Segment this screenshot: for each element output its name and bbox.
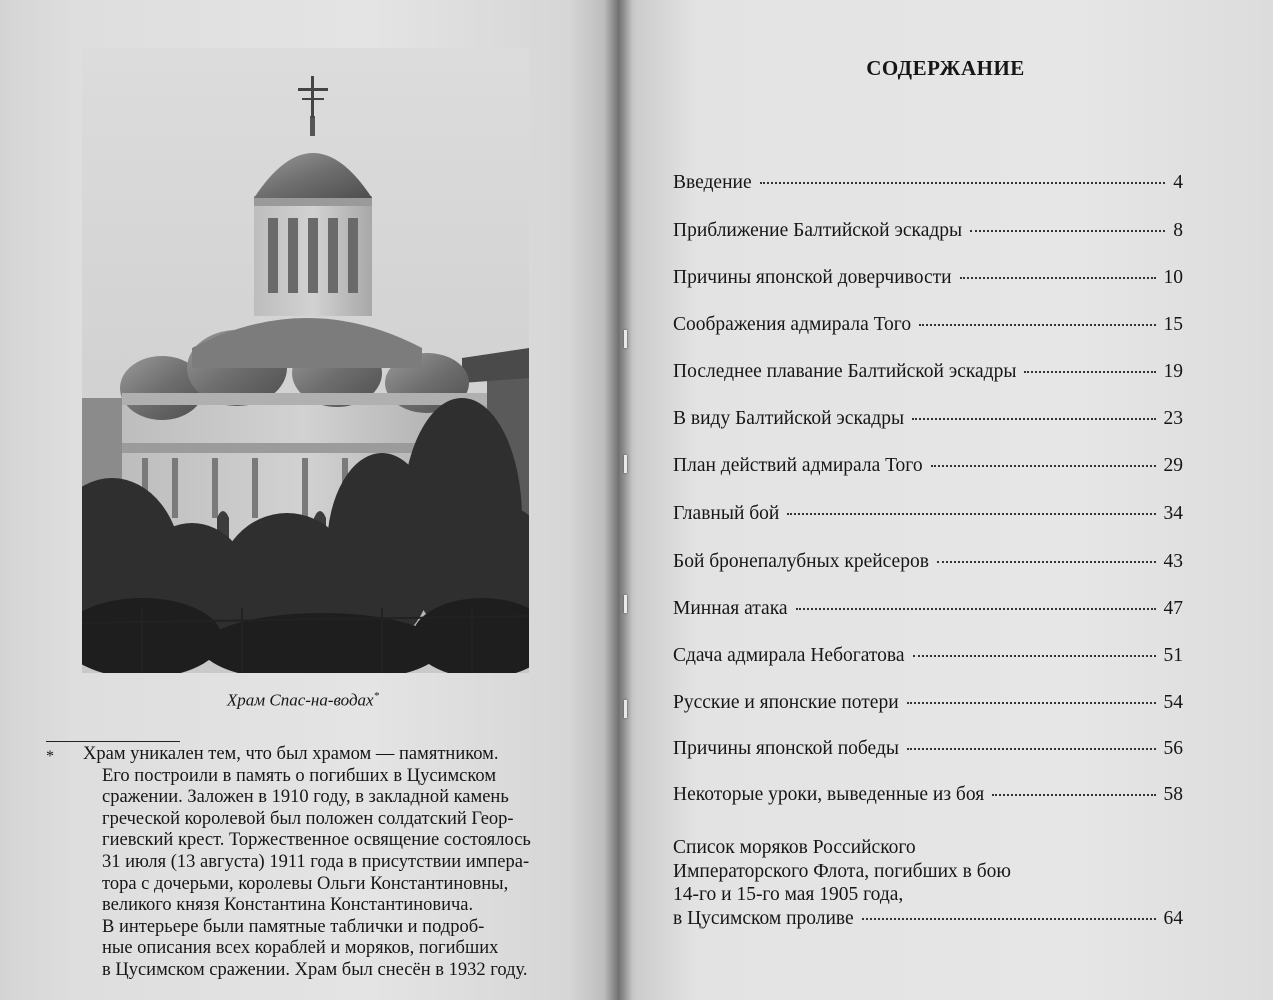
toc-leader	[960, 277, 1156, 279]
toc-entry-title: Причины японской доверчивости	[673, 267, 952, 288]
toc-leader	[931, 465, 1156, 467]
footnote-line: ные описания всех кораблей и моряков, погибших	[102, 938, 499, 959]
toc-entry	[673, 503, 1183, 533]
toc-entry-page: 58	[1163, 784, 1183, 805]
toc-entry-page: 8	[1173, 220, 1183, 241]
toc-entry-title: Бой бронепалубных крейсеров	[673, 551, 929, 572]
left-page	[0, 0, 618, 1000]
toc-leader	[787, 513, 1155, 515]
toc-entry	[673, 598, 1183, 628]
toc-entry-title-line: Список моряков Российского	[673, 837, 916, 858]
toc-entry	[673, 267, 1183, 297]
toc-entry-title: Причины японской победы	[673, 738, 899, 759]
toc-entry	[673, 172, 1183, 202]
caption-text: Храм Спас-на-водах	[226, 690, 374, 710]
toc-entry	[673, 645, 1183, 675]
toc-leader	[912, 418, 1155, 420]
toc-entry-page: 64	[1163, 907, 1183, 929]
footnote-marker: *	[46, 748, 54, 765]
toc-entry-page: 56	[1163, 738, 1183, 759]
footnote-line: 31 июля (13 августа) 1911 года в присутствии импера-	[102, 851, 530, 872]
toc-leader	[760, 182, 1166, 184]
toc-leader	[919, 324, 1155, 326]
binding-stitch	[624, 330, 627, 348]
toc-leader	[992, 794, 1155, 796]
toc-entry-title: Главный бой	[673, 503, 780, 524]
toc-entry	[673, 408, 1183, 438]
church-photo	[82, 48, 529, 673]
toc-leader	[970, 230, 1165, 232]
toc-entry	[673, 784, 1183, 814]
footnote-divider	[46, 741, 180, 742]
toc-entry-page: 29	[1163, 455, 1183, 476]
toc-leader	[796, 608, 1156, 610]
footnote-line: Его построили в память о погибших в Цусимском	[102, 765, 497, 786]
toc-entry-title-line: Императорского Флота, погибших в бою	[673, 860, 1011, 882]
book-gutter	[604, 0, 632, 1000]
toc-entry-page: 4	[1173, 172, 1183, 193]
toc-entry-title-line: в Цусимском проливе	[673, 907, 854, 929]
toc-entry-page: 43	[1163, 551, 1183, 572]
toc-entry-page: 47	[1163, 598, 1183, 619]
photo-caption	[0, 690, 606, 711]
toc-entry	[673, 220, 1183, 250]
toc-entry-title: Приближение Балтийской эскадры	[673, 220, 963, 241]
footnote-line: великого князя Константина Константиновича.	[102, 895, 474, 916]
toc-entry-title: Последнее плавание Балтийской эскадры	[673, 361, 1017, 382]
toc-entry	[673, 551, 1183, 581]
toc-leader	[862, 918, 1156, 920]
footnote-line: Храм уникален тем, что был храмом — памятником.	[83, 744, 499, 764]
toc-entry-page: 19	[1163, 361, 1183, 382]
binding-stitch	[624, 595, 627, 613]
footnote-line: в Цусимском сражении. Храм был снесён в 1932 году.	[102, 959, 528, 980]
toc-entry-title: Соображения адмирала Того	[673, 314, 912, 335]
toc-entry-page: 10	[1163, 267, 1183, 288]
toc-entry-page: 15	[1163, 314, 1183, 335]
toc-leader	[907, 702, 1156, 704]
toc-entry-title: Минная атака	[673, 598, 788, 619]
toc-leader	[1024, 371, 1155, 373]
contents-heading: СОДЕРЖАНИЕ	[866, 56, 1025, 80]
toc-leader	[907, 748, 1156, 750]
toc-entry	[673, 692, 1183, 722]
toc-entry	[673, 455, 1183, 485]
toc-entry-page: 51	[1163, 645, 1183, 666]
footnote-line: гиевский крест. Торжественное освящение состоялось	[102, 830, 531, 851]
toc-entry-title: В виду Балтийской эскадры	[673, 408, 905, 429]
toc-entry	[673, 738, 1183, 768]
toc-leader	[937, 561, 1156, 563]
footnote-line: В интерьере были памятные таблички и подроб-	[102, 916, 485, 937]
toc-entry	[673, 361, 1183, 391]
binding-stitch	[624, 700, 627, 718]
toc-entry-multiline	[673, 836, 1183, 930]
toc-entry-title: Сдача адмирала Небогатова	[673, 645, 905, 666]
footnote-line: сражении. Заложен в 1910 году, в закладной камень	[102, 787, 509, 808]
toc-entry-page: 54	[1163, 692, 1183, 713]
toc-entry	[673, 314, 1183, 344]
toc-entry-title: Введение	[673, 172, 752, 193]
footnote-line: тора с дочерьми, королевы Ольги Константиновны,	[102, 873, 509, 894]
toc-leader	[913, 655, 1156, 657]
toc-entry-page: 34	[1163, 503, 1183, 524]
toc-entry-title: Русские и японские потери	[673, 692, 899, 713]
toc-entry-title-line: 14-го и 15-го мая 1905 года,	[673, 884, 904, 905]
toc-entry-page: 23	[1163, 408, 1183, 429]
toc-entry-title: План действий адмирала Того	[673, 455, 923, 476]
footnote	[46, 744, 576, 982]
caption-footnote-mark: *	[373, 690, 380, 702]
toc-entry-title: Некоторые уроки, выведенные из боя	[673, 784, 985, 805]
binding-stitch	[624, 455, 627, 473]
footnote-line: греческой королевой был положен солдатский Геор-	[102, 808, 514, 829]
